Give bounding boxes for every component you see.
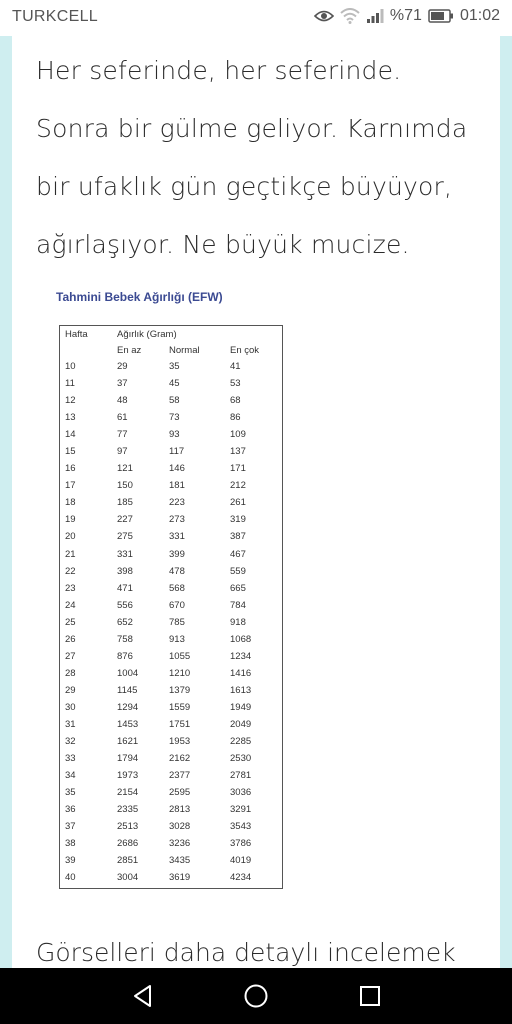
table-row [60,375,282,392]
table-row [60,494,282,511]
cell-max: 1068 [230,633,252,645]
cell-week: 38 [65,838,76,850]
cell-max: 212 [230,480,246,492]
cell-normal: 913 [169,633,185,645]
cell-week: 27 [65,650,76,662]
cell-week: 26 [65,633,76,645]
table-row [60,784,282,801]
cell-min: 1145 [117,684,138,696]
cell-week: 33 [65,753,76,765]
cell-min: 3004 [117,872,139,884]
cell-normal: 568 [169,582,185,594]
cell-normal: 181 [169,480,185,492]
cell-max: 784 [230,599,246,611]
cell-max: 1416 [230,667,252,679]
cell-min: 61 [117,412,128,424]
header-normal: Normal [169,344,200,356]
table-row [60,699,282,716]
cell-max: 109 [230,429,246,441]
cell-week: 36 [65,804,76,816]
header-weight: Ağırlık (Gram) [117,328,177,340]
cell-normal: 45 [169,378,180,390]
cell-week: 15 [65,446,76,458]
table-row [60,597,282,614]
cell-normal: 399 [169,548,185,560]
cell-week: 19 [65,514,76,526]
header-week: Hafta [65,328,88,340]
carrier-name: TURKCELL [12,8,98,25]
cell-max: 1613 [230,684,252,696]
cell-max: 3786 [230,838,252,850]
cell-week: 39 [65,855,76,867]
table-row [60,426,282,443]
table-row [60,852,282,869]
home-circle-icon[interactable] [242,982,270,1010]
cell-normal: 58 [169,395,180,407]
cell-min: 48 [117,395,128,407]
table-row [60,511,282,528]
cell-min: 398 [117,565,133,577]
table-row [60,716,282,733]
cell-week: 40 [65,872,76,884]
cell-week: 25 [65,616,76,628]
signal-icon [366,8,384,24]
cell-min: 331 [117,548,133,560]
cell-normal: 93 [169,429,180,441]
cell-week: 18 [65,497,76,509]
cell-week: 16 [65,463,76,475]
cell-min: 275 [117,531,133,543]
cell-max: 2530 [230,753,252,765]
cell-max: 559 [230,565,246,577]
cell-normal: 1210 [169,667,191,679]
cell-week: 20 [65,531,76,543]
cell-week: 35 [65,787,76,799]
table-row [60,392,282,409]
cell-normal: 35 [169,361,180,373]
cell-normal: 670 [169,599,185,611]
cell-week: 17 [65,480,76,492]
cell-week: 12 [65,395,76,407]
cell-week: 37 [65,821,76,833]
cell-normal: 2813 [169,804,191,816]
cell-min: 1294 [117,701,139,713]
cell-normal: 3236 [169,838,191,850]
cell-min: 29 [117,361,128,373]
cell-normal: 1379 [169,684,191,696]
table-row [60,409,282,426]
cell-max: 1234 [230,650,252,662]
cell-min: 2154 [117,787,139,799]
status-bar [0,0,512,36]
cell-min: 77 [117,429,128,441]
cell-max: 387 [230,531,246,543]
table-row [60,460,282,477]
table-body [60,358,282,886]
battery-icon [428,9,454,23]
cell-min: 2851 [117,855,139,867]
table-row [60,869,282,886]
table-row [60,477,282,494]
cell-week: 13 [65,412,76,424]
cell-normal: 2377 [169,770,191,782]
cell-min: 2513 [117,821,139,833]
cell-normal: 1751 [169,719,191,730]
cell-normal: 478 [169,565,185,577]
cell-min: 652 [117,616,133,628]
cell-normal: 785 [169,616,185,628]
cell-week: 22 [65,565,76,577]
cell-max: 137 [230,446,246,458]
battery-percent: %71 [389,7,422,24]
navigation-bar [0,968,512,1024]
cell-week: 11 [65,378,75,390]
cell-min: 121 [117,463,133,475]
cell-normal: 117 [169,446,185,458]
cell-week: 31 [65,719,76,730]
table-row [60,563,282,580]
cell-week: 14 [65,429,76,441]
cell-min: 1453 [117,719,139,730]
cell-max: 467 [230,548,246,560]
cell-max: 171 [230,463,246,475]
status-icons [314,7,500,25]
table-row [60,528,282,545]
cell-min: 1973 [117,770,139,782]
cell-week: 32 [65,736,76,748]
next-paragraph: Görselleri daha detaylı incelemek [36,938,456,967]
article-paragraph: Her seferinde, her seferinde. Sonra bir gülme geliyor. Karnımda bir ufaklık gün geçtikçe büyüyor, ağırlaşıyor. Ne büyük mucize. [36,56,468,259]
cell-normal: 3435 [169,855,191,867]
cell-normal: 223 [169,497,185,509]
cell-normal: 1055 [169,650,191,662]
cell-week: 29 [65,684,76,696]
table-row [60,818,282,835]
table-row [60,631,282,648]
cell-min: 1004 [117,667,139,679]
cell-max: 1949 [230,701,252,713]
cell-max: 68 [230,395,241,407]
cell-week: 30 [65,701,76,713]
header-min: En az [117,344,142,356]
cell-week: 34 [65,770,76,782]
table-row [60,358,282,375]
cell-min: 876 [117,650,133,662]
efw-table [60,326,282,886]
table-row [60,614,282,631]
cell-normal: 331 [169,531,185,543]
clock: 01:02 [459,7,500,24]
cell-max: 2781 [230,770,252,782]
cell-max: 918 [230,616,246,628]
cell-max: 261 [230,497,246,509]
cell-max: 41 [230,361,241,373]
efw-table-image[interactable] [59,325,283,889]
cell-normal: 1559 [169,701,191,713]
cell-min: 2686 [117,838,139,850]
eye-comfort-icon [314,9,334,23]
table-row [60,648,282,665]
cell-max: 4234 [230,872,252,884]
cell-week: 24 [65,599,76,611]
cell-max: 2285 [230,736,252,748]
table-row [60,733,282,750]
cell-max: 2049 [230,719,252,730]
table-row [60,682,282,699]
cell-week: 23 [65,582,76,594]
table-row [60,443,282,460]
cell-min: 150 [117,480,133,492]
back-triangle-icon[interactable] [129,982,157,1010]
table-row [60,580,282,597]
table-row [60,835,282,852]
cell-normal: 73 [169,412,180,424]
cell-max: 86 [230,412,241,424]
cell-min: 758 [117,633,133,645]
table-row [60,767,282,784]
cell-min: 37 [117,378,128,390]
table-header-row [60,326,282,342]
table-subheader-row [60,342,282,358]
cell-min: 97 [117,446,128,458]
table-row [60,665,282,682]
cell-max: 3291 [230,804,252,816]
cell-normal: 146 [169,463,185,475]
cell-normal: 2162 [169,753,191,765]
cell-max: 319 [230,514,246,526]
cell-min: 1621 [117,736,139,748]
cell-min: 556 [117,599,133,611]
cell-min: 185 [117,497,133,509]
wifi-icon [340,8,360,24]
cell-min: 2335 [117,804,139,816]
article-card [12,36,500,968]
table-row [60,750,282,767]
cell-max: 3036 [230,787,252,799]
figure-title: Tahmini Bebek Ağırlığı (EFW) [56,290,223,304]
cell-normal: 3619 [169,872,191,884]
cell-normal: 273 [169,514,185,526]
cell-normal: 3028 [169,821,191,833]
cell-normal: 2595 [169,787,191,799]
table-row [60,546,282,563]
cell-normal: 1953 [169,736,191,748]
cell-max: 665 [230,582,246,594]
header-max: En çok [230,344,260,356]
cell-min: 471 [117,582,133,594]
recents-square-icon[interactable] [356,982,384,1010]
cell-week: 10 [65,361,76,373]
cell-week: 28 [65,667,76,679]
cell-max: 53 [230,378,241,390]
cell-max: 4019 [230,855,252,867]
cell-max: 3543 [230,821,252,833]
cell-min: 1794 [117,753,139,765]
table-row [60,801,282,818]
cell-min: 227 [117,514,133,526]
cell-week: 21 [65,548,76,560]
